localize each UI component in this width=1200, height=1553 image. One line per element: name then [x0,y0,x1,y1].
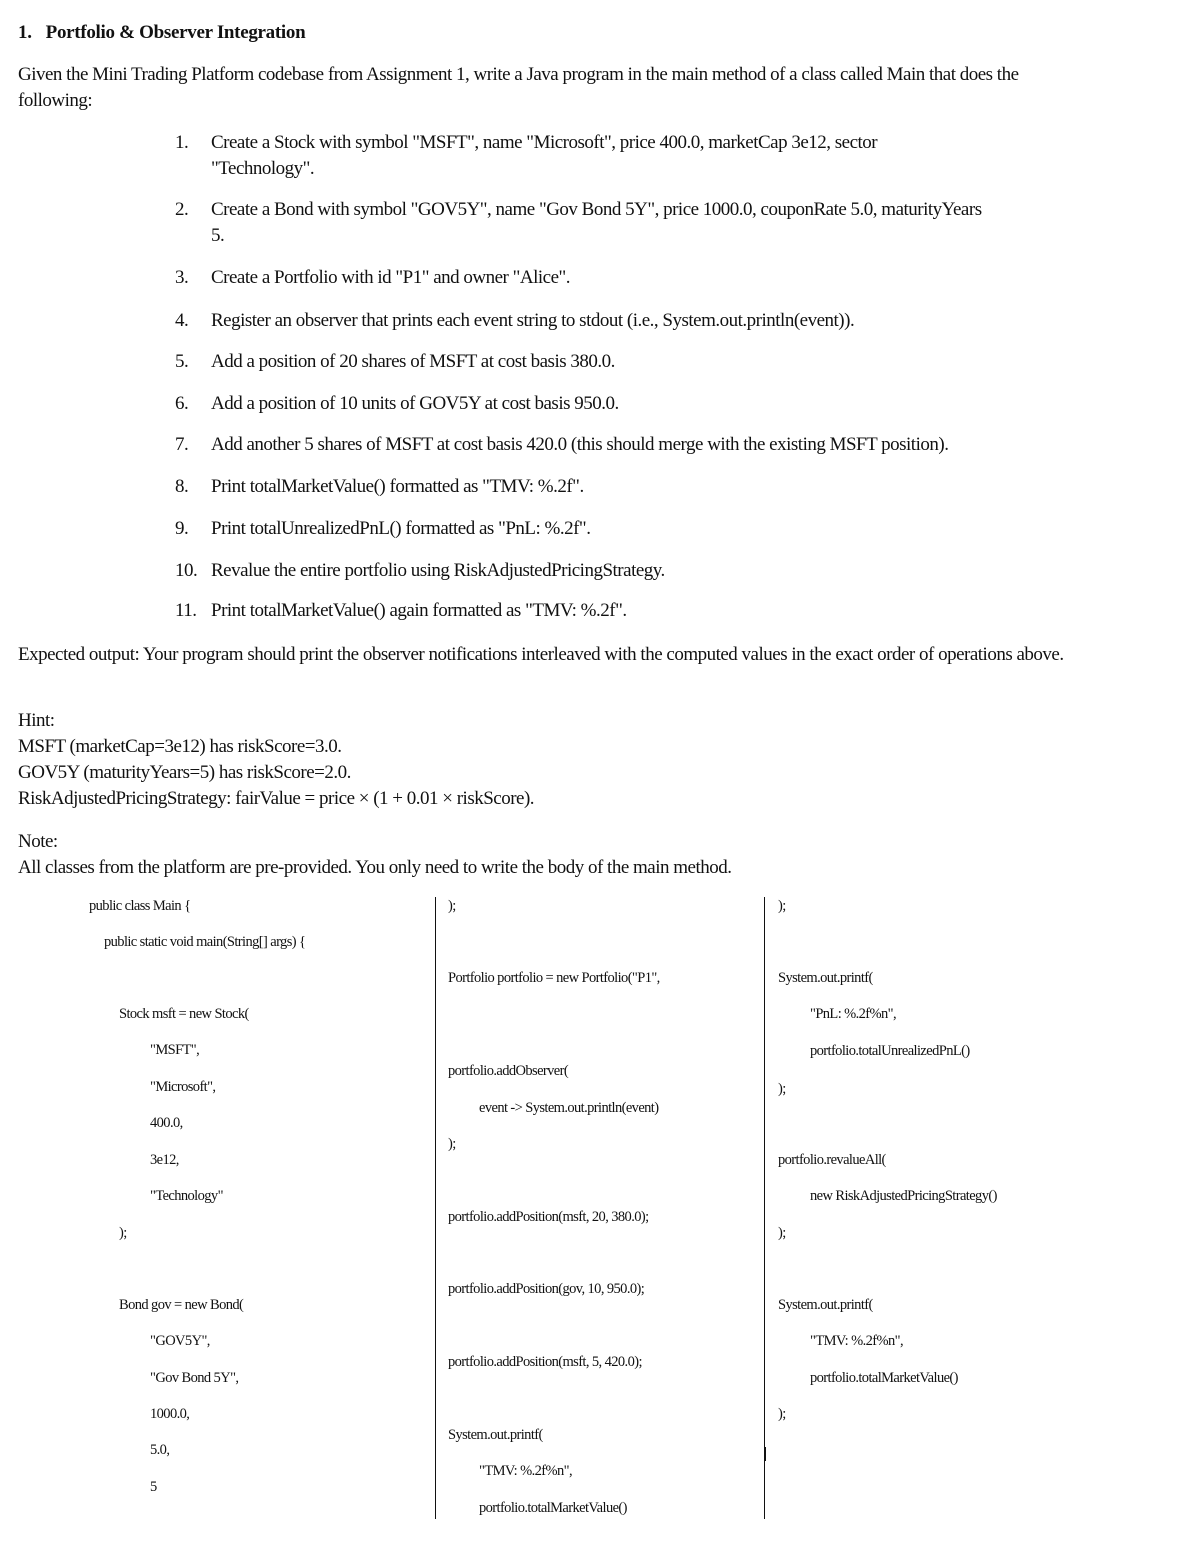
code-line: 1000.0, [150,1406,190,1422]
code-line: ); [778,1406,786,1422]
code-line: portfolio.revalueAll( [778,1152,886,1168]
code-line: new RiskAdjustedPricingStrategy() [810,1188,997,1204]
code-line: Stock msft = new Stock( [119,1006,249,1022]
code-line: public static void main(String[] args) { [104,934,306,950]
note-block [18,829,732,881]
section-title: Portfolio & Observer Integration [45,22,306,43]
section-heading [18,22,305,44]
column-divider [764,897,765,1519]
code-line: "MSFT", [150,1042,200,1058]
code-line: "TMV: %.2f%n", [479,1463,572,1479]
code-line: "Microsoft", [150,1079,216,1095]
code-line: 400.0, [150,1115,183,1131]
code-line: portfolio.totalMarketValue() [810,1370,958,1386]
hint-line: GOV5Y (maturityYears=5) has riskScore=2.0. [18,762,351,783]
hint-label: Hint: [18,710,55,731]
hint-line: RiskAdjustedPricingStrategy: fairValue = price × (1 + 0.01 × riskScore). [18,788,535,809]
code-line: ); [119,1225,127,1241]
hint-block [18,708,534,812]
code-line: public class Main { [89,898,191,914]
code-line: ); [778,898,786,914]
code-line: 5 [150,1479,157,1495]
code-line: 5.0, [150,1442,170,1458]
code-line: ); [778,1225,786,1241]
divider-mark [764,1447,766,1461]
code-line: "GOV5Y", [150,1333,210,1349]
note-text: All classes from the platform are pre-provided. You only need to write the body of the main method. [18,857,732,878]
code-line: "TMV: %.2f%n", [810,1333,903,1349]
code-line: ); [448,1136,456,1152]
hint-line: MSFT (marketCap=3e12) has riskScore=3.0. [18,736,342,757]
note-label: Note: [18,831,58,852]
code-line: portfolio.addObserver( [448,1063,569,1079]
code-line: 3e12, [150,1152,179,1168]
code-line: System.out.printf( [448,1427,543,1443]
code-line: "Gov Bond 5Y", [150,1370,239,1386]
column-divider [435,897,436,1519]
code-line: Portfolio portfolio = new Portfolio("P1", [448,970,660,986]
code-line: "Technology" [150,1188,223,1204]
code-line: ); [448,898,456,914]
code-line: ); [778,1081,786,1097]
code-line: event -> System.out.println(event) [479,1100,659,1116]
section-number: 1. [18,22,32,43]
expected-output-paragraph: Expected output: Your program should print the observer notifications interleaved with the computed values in the exact order of operations above. [18,644,1064,665]
code-line: "PnL: %.2f%n", [810,1006,896,1022]
code-line: portfolio.addPosition(msft, 5, 420.0); [448,1354,642,1370]
code-line: System.out.printf( [778,970,873,986]
code-line: portfolio.addPosition(gov, 10, 950.0); [448,1281,645,1297]
code-line: portfolio.totalUnrealizedPnL() [810,1043,970,1059]
code-line: portfolio.addPosition(msft, 20, 380.0); [448,1209,649,1225]
code-line: System.out.printf( [778,1297,873,1313]
intro-paragraph: Given the Mini Trading Platform codebase from Assignment 1, write a Java program in the main method of a class called Main that does the following: [18,64,1019,111]
code-line: portfolio.totalMarketValue() [479,1500,627,1516]
code-line: Bond gov = new Bond( [119,1297,244,1313]
